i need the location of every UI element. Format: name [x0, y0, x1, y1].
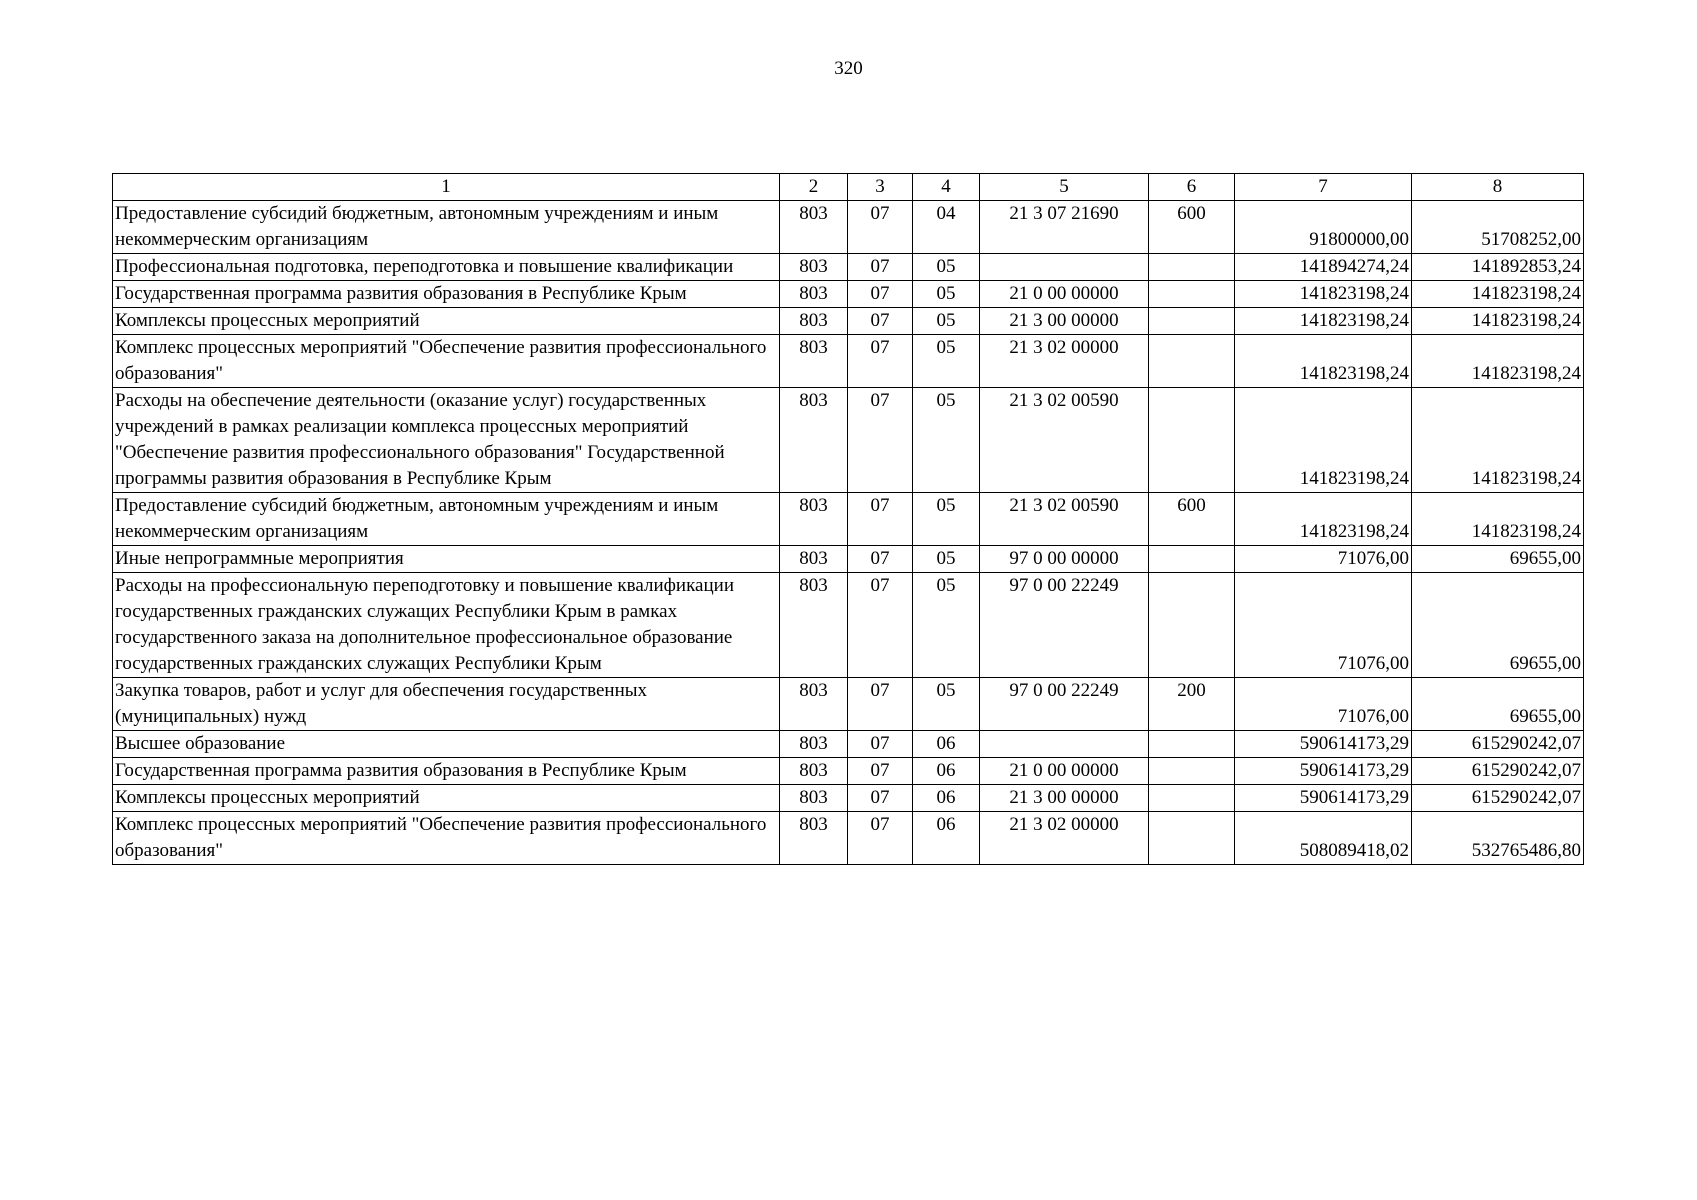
- row-amount-cell: 71076,00: [1235, 573, 1412, 678]
- row-code-cell: 803: [780, 812, 848, 865]
- row-code-cell: 803: [780, 281, 848, 308]
- row-amount-cell: 51708252,00: [1412, 201, 1584, 254]
- row-amount-cell: 69655,00: [1412, 546, 1584, 573]
- row-code-cell: 21 0 00 00000: [980, 758, 1149, 785]
- page-number: 320: [834, 58, 863, 79]
- row-amount-cell: 69655,00: [1412, 573, 1584, 678]
- row-code-cell: 803: [780, 678, 848, 731]
- row-code-cell: 07: [848, 546, 913, 573]
- table-row: [113, 546, 1584, 573]
- row-code-cell: 05: [913, 573, 980, 678]
- row-amount-cell: 141823198,24: [1235, 281, 1412, 308]
- table-row: [113, 335, 1584, 388]
- table-row: [113, 254, 1584, 281]
- column-header: 3: [848, 174, 913, 201]
- row-code-cell: 05: [913, 493, 980, 546]
- row-name-cell: Комплекс процессных мероприятий "Обеспечение развития профессионального образования": [113, 812, 780, 865]
- row-code-cell: [1149, 546, 1235, 573]
- table-row: [113, 388, 1584, 493]
- table-row: [113, 493, 1584, 546]
- column-header: 4: [913, 174, 980, 201]
- row-code-cell: [1149, 281, 1235, 308]
- table-row: [113, 281, 1584, 308]
- row-code-cell: 803: [780, 493, 848, 546]
- row-code-cell: 600: [1149, 493, 1235, 546]
- row-code-cell: [1149, 335, 1235, 388]
- row-code-cell: 07: [848, 308, 913, 335]
- table-row: [113, 758, 1584, 785]
- table-row: [113, 785, 1584, 812]
- row-amount-cell: 590614173,29: [1235, 785, 1412, 812]
- row-code-cell: 07: [848, 335, 913, 388]
- row-code-cell: [1149, 785, 1235, 812]
- row-name-cell: Предоставление субсидий бюджетным, автономным учреждениям и иным некоммерческим организациям: [113, 201, 780, 254]
- row-code-cell: 21 0 00 00000: [980, 281, 1149, 308]
- row-code-cell: 97 0 00 22249: [980, 678, 1149, 731]
- row-code-cell: 07: [848, 388, 913, 493]
- row-amount-cell: 141823198,24: [1412, 493, 1584, 546]
- row-code-cell: 803: [780, 254, 848, 281]
- row-code-cell: 06: [913, 785, 980, 812]
- row-code-cell: 803: [780, 758, 848, 785]
- row-name-cell: Расходы на обеспечение деятельности (оказание услуг) государственных учреждений в рамках реализации комплекса процессных мероприятий "Обеспечение развития профессионального образования" Государственной программы развития образования в Республике Крым: [113, 388, 780, 493]
- row-code-cell: 05: [913, 308, 980, 335]
- row-amount-cell: 615290242,07: [1412, 731, 1584, 758]
- row-code-cell: 05: [913, 281, 980, 308]
- column-header: 5: [980, 174, 1149, 201]
- row-amount-cell: 141823198,24: [1235, 335, 1412, 388]
- row-amount-cell: 141823198,24: [1412, 335, 1584, 388]
- row-name-cell: Комплекс процессных мероприятий "Обеспечение развития профессионального образования": [113, 335, 780, 388]
- row-amount-cell: 141823198,24: [1235, 493, 1412, 546]
- row-amount-cell: 69655,00: [1412, 678, 1584, 731]
- row-code-cell: 803: [780, 335, 848, 388]
- row-amount-cell: 590614173,29: [1235, 758, 1412, 785]
- row-code-cell: 07: [848, 812, 913, 865]
- row-name-cell: Профессиональная подготовка, переподготовка и повышение квалификации: [113, 254, 780, 281]
- table-row: [113, 308, 1584, 335]
- row-code-cell: 06: [913, 758, 980, 785]
- header-row: [113, 174, 1584, 201]
- row-name-cell: Комплексы процессных мероприятий: [113, 308, 780, 335]
- row-name-cell: Иные непрограммные мероприятия: [113, 546, 780, 573]
- row-amount-cell: 615290242,07: [1412, 785, 1584, 812]
- row-code-cell: 05: [913, 254, 980, 281]
- row-code-cell: 803: [780, 573, 848, 678]
- row-amount-cell: 615290242,07: [1412, 758, 1584, 785]
- row-code-cell: 600: [1149, 201, 1235, 254]
- column-header: 1: [113, 174, 780, 201]
- row-code-cell: 21 3 02 00000: [980, 812, 1149, 865]
- row-name-cell: Закупка товаров, работ и услуг для обеспечения государственных (муниципальных) нужд: [113, 678, 780, 731]
- row-name-cell: Комплексы процессных мероприятий: [113, 785, 780, 812]
- row-amount-cell: 141823198,24: [1235, 388, 1412, 493]
- budget-table: [112, 173, 1584, 865]
- row-code-cell: 07: [848, 201, 913, 254]
- row-code-cell: [980, 731, 1149, 758]
- row-code-cell: 04: [913, 201, 980, 254]
- row-amount-cell: 141892853,24: [1412, 254, 1584, 281]
- row-code-cell: [1149, 308, 1235, 335]
- row-code-cell: 07: [848, 678, 913, 731]
- row-amount-cell: 91800000,00: [1235, 201, 1412, 254]
- table-row: [113, 812, 1584, 865]
- row-code-cell: 05: [913, 546, 980, 573]
- row-code-cell: [1149, 731, 1235, 758]
- row-amount-cell: 141823198,24: [1235, 308, 1412, 335]
- row-amount-cell: 71076,00: [1235, 546, 1412, 573]
- row-code-cell: 21 3 07 21690: [980, 201, 1149, 254]
- row-amount-cell: 590614173,29: [1235, 731, 1412, 758]
- row-code-cell: 07: [848, 785, 913, 812]
- row-code-cell: 21 3 02 00590: [980, 388, 1149, 493]
- row-code-cell: 05: [913, 678, 980, 731]
- row-name-cell: Расходы на профессиональную переподготовку и повышение квалификации государственных гражданских служащих Республики Крым в рамках государственного заказа на дополнительное профессиональное образование государственных гражданских служащих Республики Крым: [113, 573, 780, 678]
- table-body: [113, 174, 1584, 865]
- row-code-cell: [1149, 573, 1235, 678]
- row-code-cell: 803: [780, 201, 848, 254]
- row-code-cell: 07: [848, 573, 913, 678]
- column-header: 8: [1412, 174, 1584, 201]
- row-code-cell: 21 3 00 00000: [980, 308, 1149, 335]
- row-code-cell: [980, 254, 1149, 281]
- row-amount-cell: 141823198,24: [1412, 308, 1584, 335]
- row-code-cell: [1149, 812, 1235, 865]
- row-code-cell: 21 3 02 00000: [980, 335, 1149, 388]
- row-code-cell: 97 0 00 22249: [980, 573, 1149, 678]
- row-code-cell: 05: [913, 388, 980, 493]
- row-code-cell: 07: [848, 758, 913, 785]
- row-code-cell: 05: [913, 335, 980, 388]
- row-code-cell: 803: [780, 308, 848, 335]
- row-code-cell: [1149, 758, 1235, 785]
- table-row: [113, 201, 1584, 254]
- row-amount-cell: 508089418,02: [1235, 812, 1412, 865]
- table-row: [113, 678, 1584, 731]
- row-name-cell: Государственная программа развития образования в Республике Крым: [113, 758, 780, 785]
- column-header: 2: [780, 174, 848, 201]
- row-code-cell: 803: [780, 731, 848, 758]
- row-code-cell: [1149, 254, 1235, 281]
- row-amount-cell: 71076,00: [1235, 678, 1412, 731]
- row-code-cell: 06: [913, 731, 980, 758]
- row-code-cell: [1149, 388, 1235, 493]
- row-code-cell: 07: [848, 281, 913, 308]
- row-code-cell: 97 0 00 00000: [980, 546, 1149, 573]
- row-code-cell: 21 3 02 00590: [980, 493, 1149, 546]
- row-amount-cell: 141823198,24: [1412, 388, 1584, 493]
- row-name-cell: Предоставление субсидий бюджетным, автономным учреждениям и иным некоммерческим организациям: [113, 493, 780, 546]
- row-amount-cell: 141894274,24: [1235, 254, 1412, 281]
- row-code-cell: 07: [848, 254, 913, 281]
- row-name-cell: Государственная программа развития образования в Республике Крым: [113, 281, 780, 308]
- row-code-cell: 07: [848, 493, 913, 546]
- row-code-cell: 200: [1149, 678, 1235, 731]
- column-header: 6: [1149, 174, 1235, 201]
- row-amount-cell: 141823198,24: [1412, 281, 1584, 308]
- row-code-cell: 803: [780, 388, 848, 493]
- row-code-cell: 06: [913, 812, 980, 865]
- row-amount-cell: 532765486,80: [1412, 812, 1584, 865]
- column-header: 7: [1235, 174, 1412, 201]
- row-code-cell: 803: [780, 546, 848, 573]
- table-row: [113, 731, 1584, 758]
- row-name-cell: Высшее образование: [113, 731, 780, 758]
- row-code-cell: 803: [780, 785, 848, 812]
- row-code-cell: 07: [848, 731, 913, 758]
- row-code-cell: 21 3 00 00000: [980, 785, 1149, 812]
- table-row: [113, 573, 1584, 678]
